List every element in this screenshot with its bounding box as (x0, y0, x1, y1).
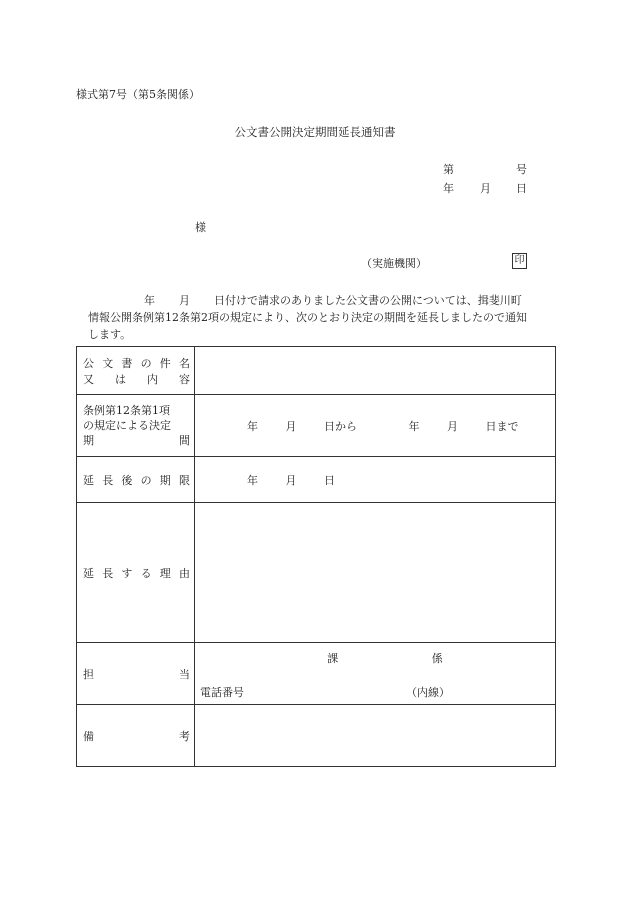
addressee-honorific: 様 (195, 221, 206, 234)
label-extension-reason: 延 長 す る 理 由 (77, 503, 195, 643)
doc-date-day: 日 (516, 182, 527, 195)
row-extension-reason (77, 503, 556, 643)
value-extension-reason[interactable] (195, 503, 556, 643)
label-person-in-charge: 担 当 (77, 643, 195, 705)
phone-number-label: 電話番号 (200, 685, 244, 699)
row-remarks (77, 705, 556, 767)
row-document-name (77, 347, 556, 395)
label-document-name: 公 文 書 の 件 名 又 は 内 容 (77, 347, 195, 395)
row-person-in-charge (77, 643, 556, 705)
value-document-name[interactable] (195, 347, 556, 395)
doc-date-year: 年 (443, 182, 454, 195)
doc-date-month: 月 (480, 182, 491, 195)
label-decision-period: 条例第12条第1項 の規定による決定 期 間 (77, 395, 195, 457)
body-line-3: します。 (88, 328, 132, 341)
notice-body (88, 292, 558, 343)
agency-label: （実施機関） (361, 257, 427, 270)
doc-number-dai: 第 (443, 163, 454, 176)
notice-table (76, 346, 556, 767)
value-decision-period[interactable]: 年 月 日から 年 月 日まで (195, 395, 556, 457)
label-extended-deadline: 延 長 後 の 期 限 (77, 457, 195, 503)
body-line-1: 年 月 日付けで請求のありました公文書の公開については、揖斐川町 (144, 294, 522, 307)
body-line-2: 情報公開条例第12条第2項の規定により、次のとおり決定の期間を延長しましたので通知 (88, 311, 527, 324)
seal-mark: 印 (512, 253, 527, 269)
row-decision-period (77, 395, 556, 457)
document-title: 公文書公開決定期間延長通知書 (234, 125, 396, 139)
value-remarks[interactable] (195, 705, 556, 767)
value-extended-deadline[interactable]: 年 月 日 (195, 457, 556, 503)
row-extended-deadline (77, 457, 556, 503)
value-person-in-charge[interactable]: 課 係 電話番号 （内線） (195, 643, 556, 705)
label-remarks: 備 考 (77, 705, 195, 767)
form-number: 様式第7号（第5条関係） (76, 88, 200, 101)
doc-number-go: 号 (516, 163, 527, 176)
extension-label: （内線） (406, 685, 450, 699)
